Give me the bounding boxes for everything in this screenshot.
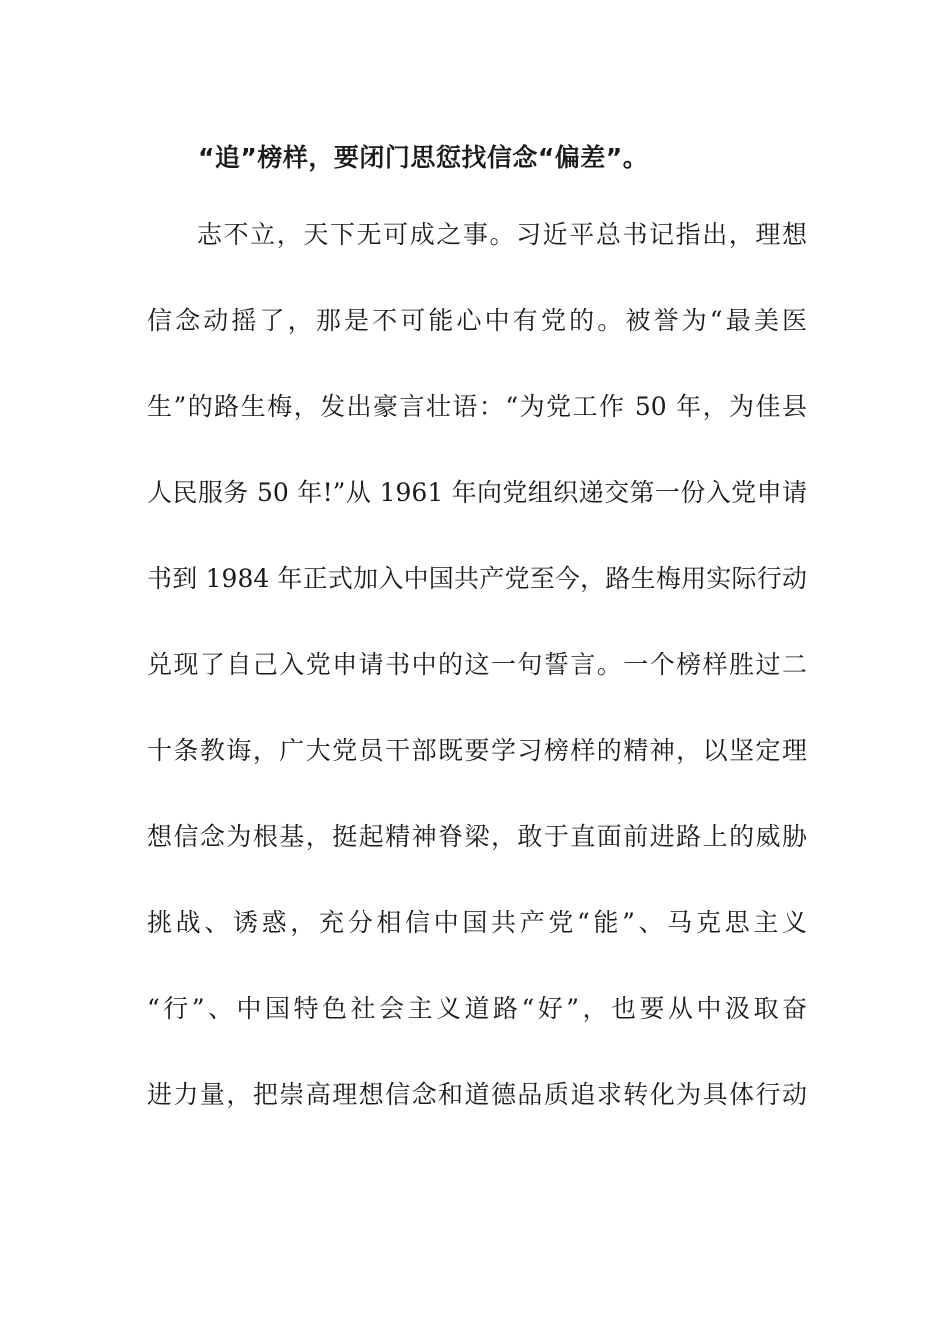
section-heading: “追”榜样，要闭门思愆找信念“偏差”。 — [198, 143, 649, 172]
body-paragraph — [147, 192, 807, 1138]
paragraph-line: 人民服务 50 年!”从 1961 年向党组织递交第一份入党申请 — [147, 478, 807, 507]
paragraph-line: 兑现了自己入党申请书中的这一句誓言。一个榜样胜过二 — [147, 650, 807, 679]
paragraph-line: 想信念为根基，挺起精神脊梁，敢于直面前进路上的威胁 — [147, 822, 807, 851]
paragraph-line: 十条教诲，广大党员干部既要学习榜样的精神，以坚定理 — [147, 736, 807, 765]
paragraph-line: 进力量，把崇高理想信念和道德品质追求转化为具体行动 — [147, 1080, 807, 1109]
paragraph-line: 书到 1984 年正式加入中国共产党至今，路生梅用实际行动 — [147, 564, 807, 593]
paragraph-line: “行”、中国特色社会主义道路“好”，也要从中汲取奋 — [147, 994, 807, 1023]
paragraph-line: 挑战、诱惑，充分相信中国共产党“能”、马克思主义 — [147, 908, 807, 937]
paragraph-line: 志不立，天下无可成之事。习近平总书记指出，理想 — [197, 220, 807, 249]
paragraph-line: 生”的路生梅，发出豪言壮语：“为党工作 50 年，为佳县 — [147, 392, 807, 421]
paragraph-line: 信念动摇了，那是不可能心中有党的。被誉为“最美医 — [147, 306, 807, 335]
